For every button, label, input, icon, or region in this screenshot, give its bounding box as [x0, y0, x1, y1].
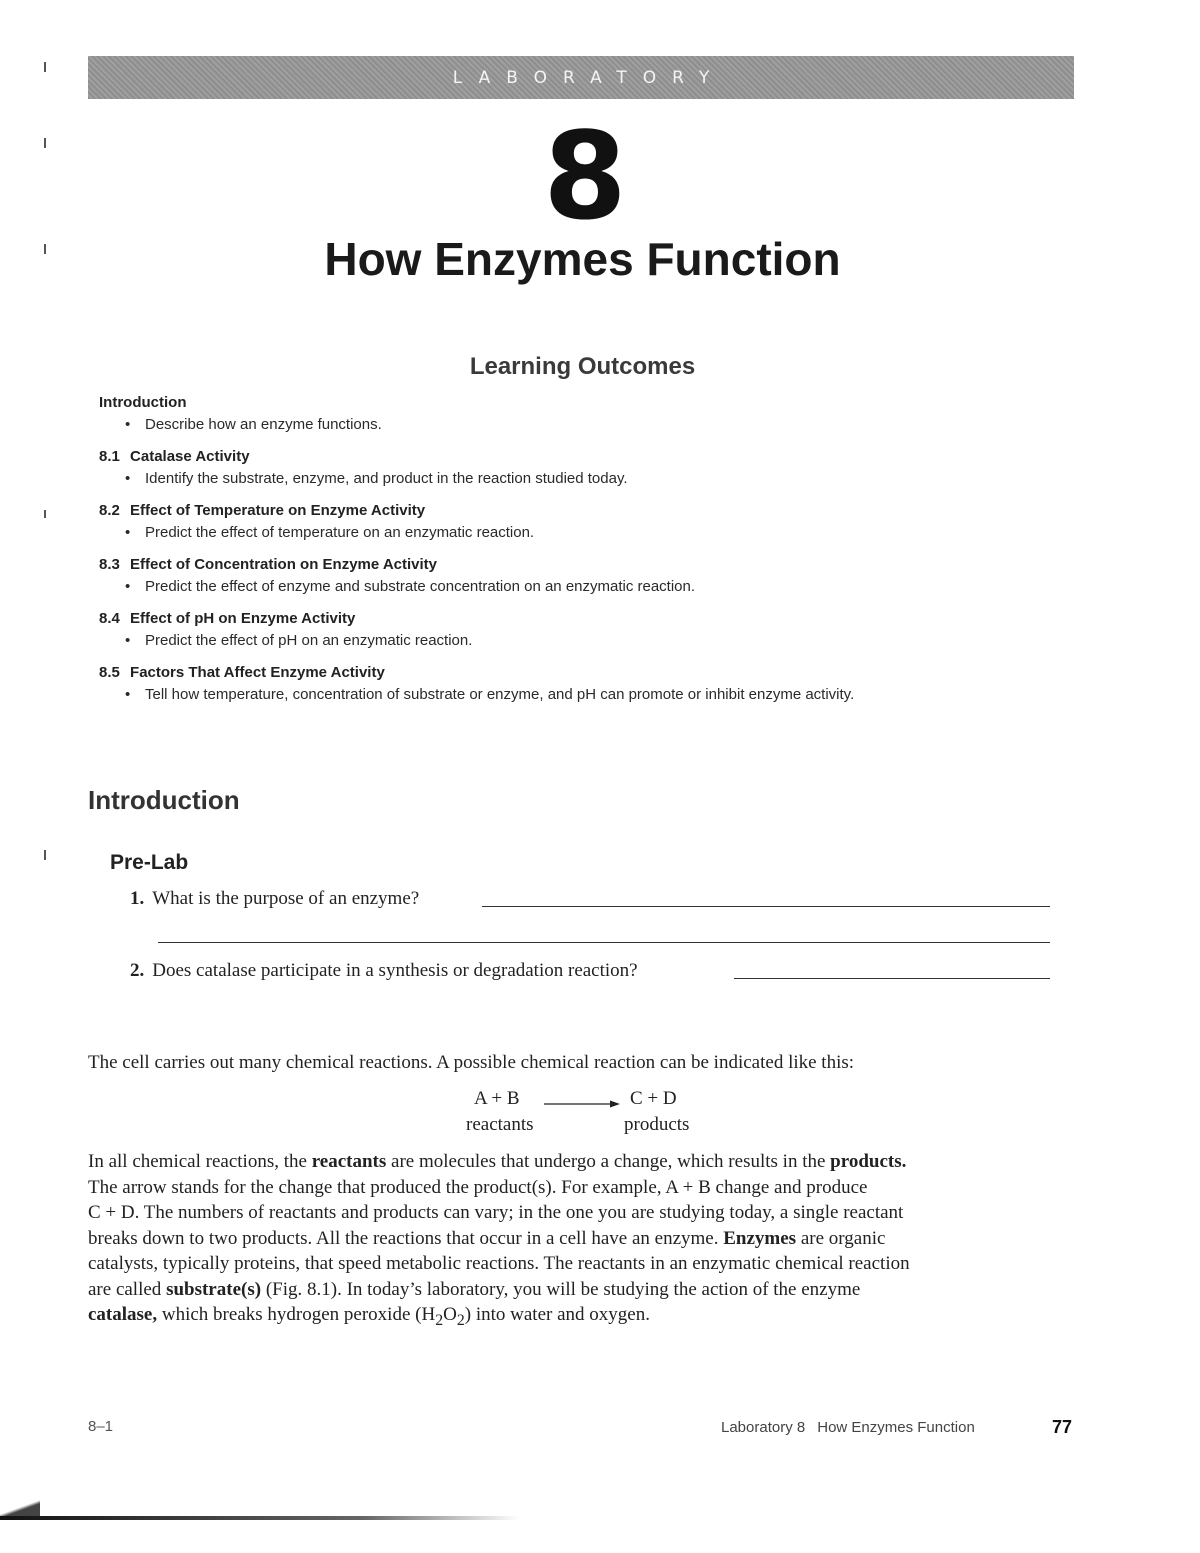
- outcome-title: Introduction: [99, 394, 187, 411]
- answer-line[interactable]: [482, 906, 1050, 907]
- paragraph-line: The arrow stands for the change that produced the product(s). For example, A + B change and produce: [88, 1176, 868, 1198]
- lab-number: 8: [543, 108, 627, 247]
- term-reactants: reactants: [311, 1151, 387, 1172]
- outcome-item: [99, 631, 1099, 651]
- outcome-heading: [99, 609, 1099, 629]
- term-enzymes: Enzymes: [723, 1227, 797, 1249]
- outcome-heading: [99, 393, 1099, 413]
- question-number: 2.: [130, 960, 145, 981]
- outcome-item-text: Predict the effect of temperature on an enzymatic reaction.: [145, 524, 535, 541]
- text-run: are called: [88, 1278, 167, 1300]
- outcome-title: Effect of pH on Enzyme Activity: [130, 610, 356, 627]
- footer-running-title: [721, 1419, 975, 1436]
- text-run: O: [443, 1304, 457, 1325]
- outcome-title: Factors That Affect Enzyme Activity: [130, 664, 385, 681]
- footer-title: How Enzymes Function: [817, 1419, 975, 1436]
- text-run: ) into water and oxygen.: [464, 1304, 650, 1325]
- outcome-title: Effect of Temperature on Enzyme Activity: [130, 502, 426, 519]
- outcome-heading: [99, 555, 1099, 575]
- outcome-item-text: Describe how an enzyme functions.: [145, 416, 382, 433]
- term-products: products.: [830, 1151, 907, 1172]
- footer-page-code: 8–1: [88, 1418, 114, 1435]
- scan-edge: [0, 1516, 520, 1520]
- outcome-number: 8.5: [99, 664, 120, 681]
- term-catalase: catalase,: [88, 1304, 158, 1325]
- outcome-heading: [99, 501, 1099, 521]
- outcome-number: 8.3: [99, 556, 120, 573]
- paragraph-line: catalysts, typically proteins, that speed metabolic reactions. The reactants in an enzymatic chemical reaction: [88, 1253, 910, 1274]
- equation-products: C + D: [630, 1088, 677, 1109]
- subscript: 2: [456, 1311, 465, 1329]
- outcome-item-text: Predict the effect of enzyme and substrate concentration on an enzymatic reaction.: [145, 578, 696, 595]
- paragraph-line: [88, 1302, 1063, 1333]
- question-text: Does catalase participate in a synthesis or degradation reaction?: [152, 960, 638, 981]
- text-run: In all chemical reactions, the: [88, 1151, 312, 1172]
- outcome-item: [99, 685, 1099, 705]
- reaction-arrow-icon: [544, 1099, 620, 1109]
- introduction-heading: Introduction: [88, 785, 240, 815]
- subscript: 2: [435, 1311, 444, 1329]
- outcome-item-text: Tell how temperature, concentration of substrate or enzyme, and pH can promote or inhibit enzyme activity.: [145, 686, 855, 703]
- outcome-item-text: Predict the effect of pH on an enzymatic reaction.: [145, 632, 473, 649]
- paragraph-line: C + D. The numbers of reactants and products can vary; in the one you are studying today, a single reactant: [88, 1202, 904, 1223]
- outcome-section: [99, 447, 1099, 489]
- outcome-number: 8.2: [99, 502, 120, 519]
- outcome-heading: [99, 447, 1099, 467]
- footer-page-number: 77: [1052, 1417, 1073, 1437]
- outcome-item: [99, 577, 1099, 597]
- outcome-item: [99, 469, 1099, 489]
- paragraph-line: [88, 1277, 1063, 1303]
- paragraph-line: [88, 1149, 1063, 1175]
- intro-body-paragraph: [88, 1149, 1063, 1333]
- outcome-title: Effect of Concentration on Enzyme Activity: [130, 556, 438, 573]
- paragraph-line: [88, 1226, 1063, 1252]
- outcome-section: [99, 393, 1099, 435]
- scan-mark: [44, 850, 46, 860]
- outcome-item-text: Identify the substrate, enzyme, and product in the reaction studied today.: [145, 470, 628, 487]
- equation-reactants: A + B: [474, 1088, 520, 1109]
- text-run: which breaks hydrogen peroxide (H: [157, 1304, 436, 1325]
- answer-line[interactable]: [734, 978, 1050, 979]
- text-run: (Fig. 8.1). In today’s laboratory, you will be studying the action of the enzyme: [261, 1278, 861, 1300]
- outcome-section: [99, 609, 1099, 651]
- outcome-section: [99, 555, 1099, 597]
- prelab-question: [130, 888, 419, 910]
- reactants-label: reactants: [466, 1114, 534, 1135]
- scan-mark: [44, 138, 46, 148]
- scan-mark: [44, 510, 46, 518]
- prelab-question: [130, 960, 638, 982]
- products-label: products: [624, 1114, 690, 1135]
- banner-text: LABORATORY: [452, 67, 726, 88]
- text-run: are molecules that undergo a change, which results in the: [386, 1151, 831, 1172]
- text-run: breaks down to two products. All the reactions that occur in a cell have an enzyme.: [88, 1227, 724, 1249]
- footer-lab: Laboratory 8: [721, 1419, 806, 1436]
- scan-mark: [44, 244, 46, 254]
- page-title: How Enzymes Function: [324, 233, 841, 285]
- header-banner: [88, 56, 1074, 99]
- outcome-title: Catalase Activity: [130, 448, 250, 465]
- scan-mark: [44, 62, 46, 72]
- outcome-section: [99, 663, 1099, 705]
- term-substrates: substrate(s): [166, 1278, 262, 1300]
- outcome-item: [99, 415, 1099, 435]
- question-number: 1.: [130, 888, 145, 909]
- prelab-heading: Pre-Lab: [110, 851, 189, 874]
- outcome-item: [99, 523, 1099, 543]
- learning-outcomes-heading: Learning Outcomes: [469, 353, 696, 380]
- outcome-number: 8.4: [99, 610, 120, 627]
- text-run: are organic: [796, 1227, 886, 1249]
- intro-paragraph: The cell carries out many chemical reactions. A possible chemical reaction can be indicated like this:: [88, 1052, 855, 1073]
- outcome-heading: [99, 663, 1099, 683]
- answer-line[interactable]: [158, 942, 1050, 943]
- learning-outcomes-list: [99, 393, 1099, 717]
- question-text: What is the purpose of an enzyme?: [152, 888, 420, 909]
- outcome-number: 8.1: [99, 448, 120, 465]
- outcome-section: [99, 501, 1099, 543]
